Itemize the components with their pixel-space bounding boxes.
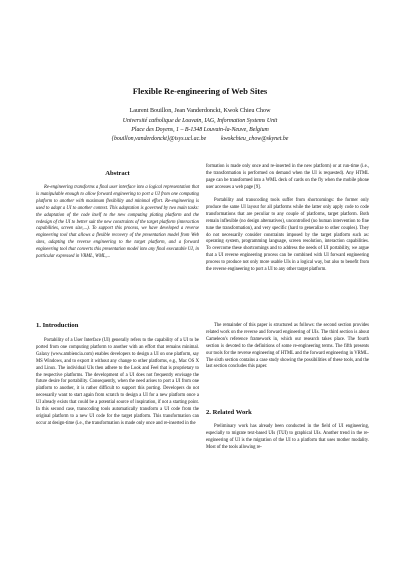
right-paragraph-3: The remainder of this paper is structured as follows: the second section provides related work on the reverse and forward engineering of UIs. The third section is about Cameleon's reference framework in, which our research takes place. The fourth section is devoted to the definitions of some re-engineering terms. The fifth presents our tools for the reverse engineering of HTML and the forward engineering in VRML. The sixth section contains a case study showing the possibilities of these tools, and the last section concludes this paper. <box>206 323 369 370</box>
affiliation-line-1: Université catholique de Louvain, IAG, Information Systems Unit <box>122 118 278 124</box>
related-work-heading: 2. Related Work <box>206 409 252 416</box>
paper-authors: Laurent Bouillon, Jean Vanderdonckt, Kwok Chieu Chow <box>129 108 271 114</box>
introduction-heading: 1. Introduction <box>36 322 79 329</box>
paper-title: Flexible Re-engineering of Web Sites <box>132 86 268 96</box>
right-paragraph-1: formation is made only once and re-inserted in the new platform) or at run-time (i.e., the transformation is performed on demand when the UI is requested). Any HTML page can be transformed into a WML deck of cards on the fly when the mobile phone user accesses a web page [9]. <box>206 164 369 190</box>
introduction-text: Portability of a User Interface (UI) generally refers to the capability of a UI to be ported from one computing platform to another with an effort that remains minimal. Galaxy (www.ambiencia.com) enables developers to design a UI on one platform, say MS Windows, and to export it without any change to other platforms, e.g., Mac OS X and Linux. The individual UIs then adhere to the Look and Feel that is proprietary to the respective platforms. The development of a UI does not frequently envisage the future desire for portability. Consequently, when the need arises to port a UI from one platform to another, it is rather difficult to support this porting. Developers do not necessarily want to start again from scratch to design a UI for a new platform once a UI already exists that could be a potential source of inspiration, if not a starting point. In this second case, transcoding tools automatically transform a UI code from the original platform to a new UI code for the target platform. This transformation can occur at design-time (i.e., the transformation is made only once and re-inserted in the <box>36 338 199 426</box>
abstract-heading: Abstract <box>105 170 130 177</box>
right-paragraph-2: Portability and transcoding tools suffer from shortcomings: the former only produce the same UI layout for all platforms while the latter only apply code to code transformations that are peculiar to any couple of platforms, target platform. Both remain inflexible (no design alternatives), uncontrolled (no human intervention to fine tune the transformation), and very specific (hard to generalize to other couples). They do not necessarily consider constraints imposed by the target platform such as: operating system, programming language, screen resolution, interaction capabilities. To overcome these shortcomings and to address the needs of UI portability, we argue that a UI reverse engineering process can be combined with UI forward engineering process to produce not only more usable UIs in a logical way, but also to benefit from the reverse engineering to port a UI to any other target platform. <box>206 198 369 273</box>
related-work-text: Preliminary work has already been conducted in the field of UI engineering, especially to migrate text-based UIs (TUI) to graphical UIs. Another trend in the re-engineering of UI is the migration of the UI to a platform that uses mother modality. Most of the tools allowing re- <box>206 424 369 450</box>
abstract-text: Re-engineering transforms a final user interface into a logical representation that is manipulable enough to allow forward engineering to port a UI from one computing platform to another with maximum flexibility and minimal effort. Re-engineering is used to adapt a UI to another context. This adaptation is governed by two main tasks: the adaptation of the code itself to the new computing plating platform and the redesign of the UI to better suit the new constraints of the target platform (interaction capabilities, screen size,...). To support this process, we have developed a reverse engineering tool that allows a flexible recovery of the presentation model from Web sites, adapting the reverse engineering to the target platform, and a forward engineering tool that converts this presentation model into any final executable UI, in particular expressed in VRML, WML,... <box>36 185 199 260</box>
author-emails: {bouillon,vanderdonckt}@isys.ucl.ac.be kwokchieu_chow@skynet.be <box>111 136 289 142</box>
affiliation-line-2: Place des Doyens, 1 – B-1348 Louvain-la-Neuve, Belgium <box>131 127 269 133</box>
